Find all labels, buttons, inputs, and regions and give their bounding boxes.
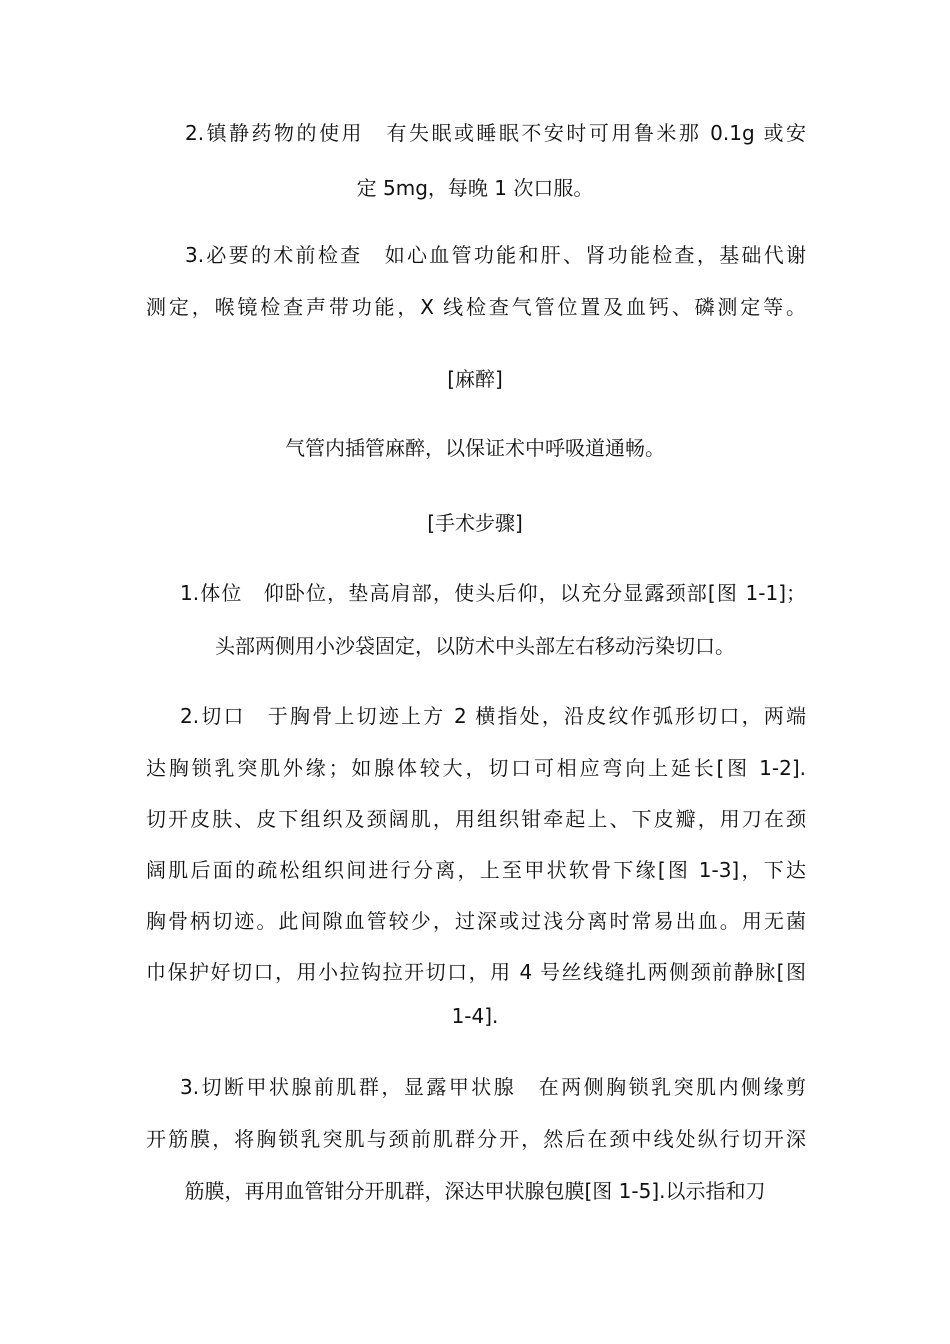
text-line: 阔肌后面的疏松组织间进行分离，上至甲状软骨下缘[图 1-3]，下达 [146,858,806,882]
text-line: 3.必要的术前检查 如心血管功能和肝、肾功能检查，基础代谢 [185,243,806,267]
text-line: 巾保护好切口，用小拉钩拉开切口，用 4 号丝线缝扎两侧颈前静脉[图 [146,960,806,984]
section-heading: [手术步骤] [427,511,523,535]
text-line: 2.切口 于胸骨上切迹上方 2 横指处，沿皮纹作弧形切口，两端 [180,704,806,728]
text-line: 开筋膜，将胸锁乳突肌与颈前肌群分开，然后在颈中线处纵行切开深 [146,1127,806,1151]
text-line: 定 5mg，每晚 1 次口服。 [356,176,594,200]
text-line: 筋膜，再用血管钳分开肌群，深达甲状腺包膜[图 1-5].以示指和刀 [184,1179,766,1203]
text-line: 气管内插管麻醉，以保证术中呼吸道通畅。 [285,436,665,460]
text-line: 切开皮肤、皮下组织及颈阔肌，用组织钳牵起上、下皮瓣，用刀在颈 [146,807,806,831]
text-line: 测定，喉镜检查声带功能，X 线检查气管位置及血钙、磷测定等。 [146,295,806,319]
text-line: 2.镇静药物的使用 有失眠或睡眠不安时可用鲁米那 0.1g 或安 [185,121,806,145]
text-line: 达胸锁乳突肌外缘；如腺体较大，切口可相应弯向上延长[图 1-2]. [146,756,806,780]
text-line: 胸骨柄切迹。此间隙血管较少，过深或过浅分离时常易出血。用无菌 [146,909,806,933]
text-line: 3.切断甲状腺前肌群，显露甲状腺 在两侧胸锁乳突肌内侧缘剪 [180,1075,806,1099]
text-line: 1-4]. [451,1004,499,1028]
text-line: 头部两侧用小沙袋固定，以防术中头部左右移动污染切口。 [215,634,735,658]
text-line: 1.体位 仰卧位，垫高肩部，使头后仰，以充分显露颈部[图 1-1]； [180,581,806,605]
section-heading: [麻醉] [447,367,503,391]
